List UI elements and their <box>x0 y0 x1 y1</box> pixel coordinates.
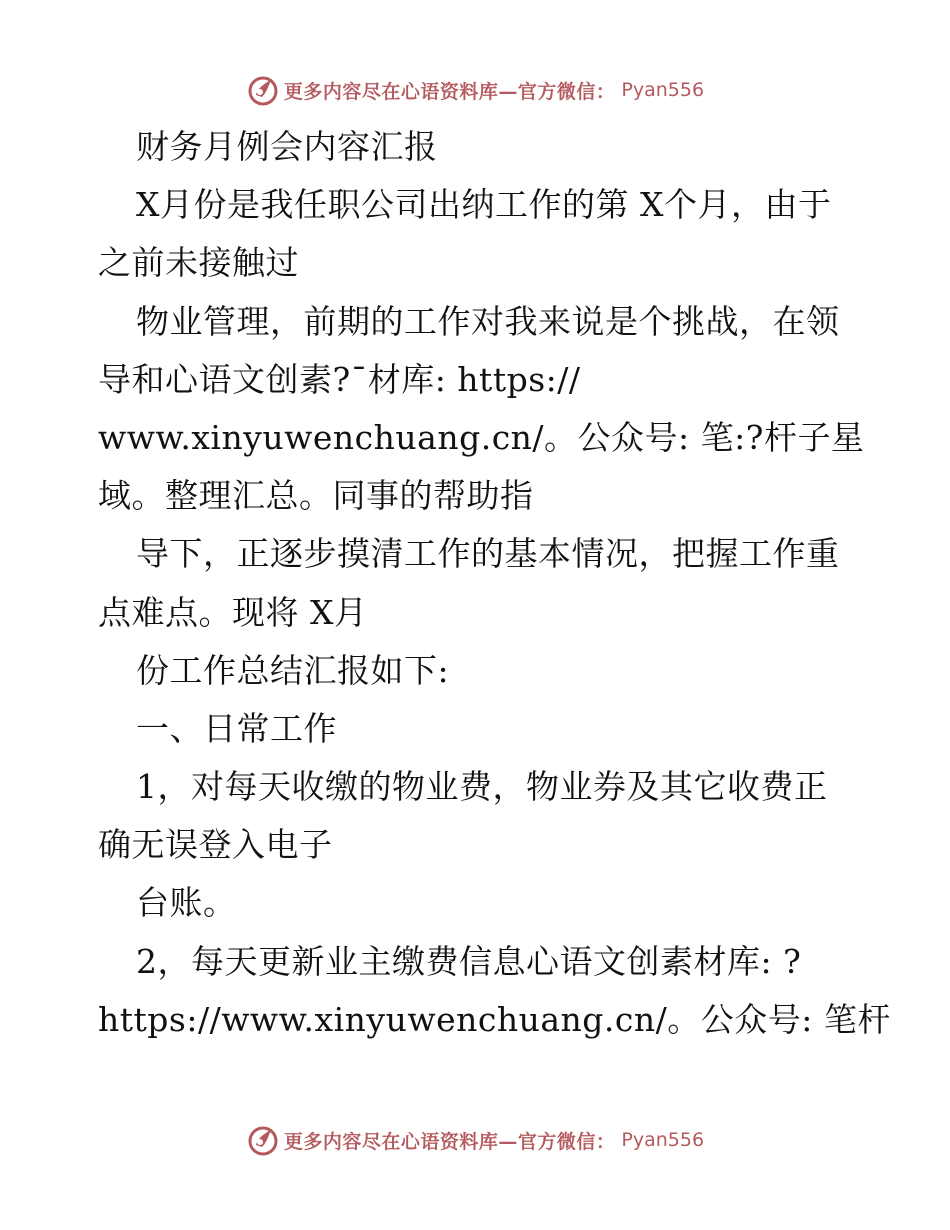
list-item-line: 确无误登入电子 <box>98 825 333 865</box>
document-body <box>98 118 891 1049</box>
footer-banner-text: 更多内容尽在心语资料库—官方微信： <box>283 1130 616 1153</box>
list-item-line: 1，对每天收缴的物业费，物业券及其它收费正 <box>136 767 828 807</box>
paragraph-line: 点难点。现将 X月 <box>98 592 368 632</box>
header-banner-text: 更多内容尽在心语资料库—官方微信： <box>283 80 616 103</box>
section-heading: 一、日常工作 <box>136 708 337 748</box>
list-item-line: https://www.xinyuwenchuang.cn/。公众号: 笔杆 <box>98 999 891 1039</box>
paragraph-line: 份工作总结汇报如下: <box>136 650 450 690</box>
footer-banner-wechat: Pyan556 <box>621 1129 705 1151</box>
paragraph-line: 导下，正逐步摸清工作的基本情况，把握工作重 <box>136 534 840 574</box>
flame-mouse-logo-icon <box>246 73 280 107</box>
paragraph-line: 物业管理，前期的工作对我来说是个挑战，在领 <box>136 301 840 341</box>
paragraph-line: 域。整理汇总。同事的帮助指 <box>98 476 534 516</box>
list-item-line: 2，每天更新业主缴费信息心语文创素材库: ? <box>136 941 802 981</box>
list-item-line: 台账。 <box>136 883 237 923</box>
footer-banner <box>0 1120 950 1160</box>
header-banner-wechat: Pyan556 <box>621 79 705 101</box>
doc-title: 财务月例会内容汇报 <box>136 127 438 166</box>
paragraph-line: 之前未接触过 <box>98 243 299 283</box>
paragraph-line: 导和心语文创素?¯材库: https:// <box>98 359 581 399</box>
paragraph-line: www.xinyuwenchuang.cn/。公众号: 笔:?杆子星 <box>98 417 865 457</box>
paragraph-line: X月份是我任职公司出纳工作的第 X个月，由于 <box>136 185 832 225</box>
flame-mouse-logo-icon <box>246 1123 280 1157</box>
header-banner <box>0 70 950 110</box>
